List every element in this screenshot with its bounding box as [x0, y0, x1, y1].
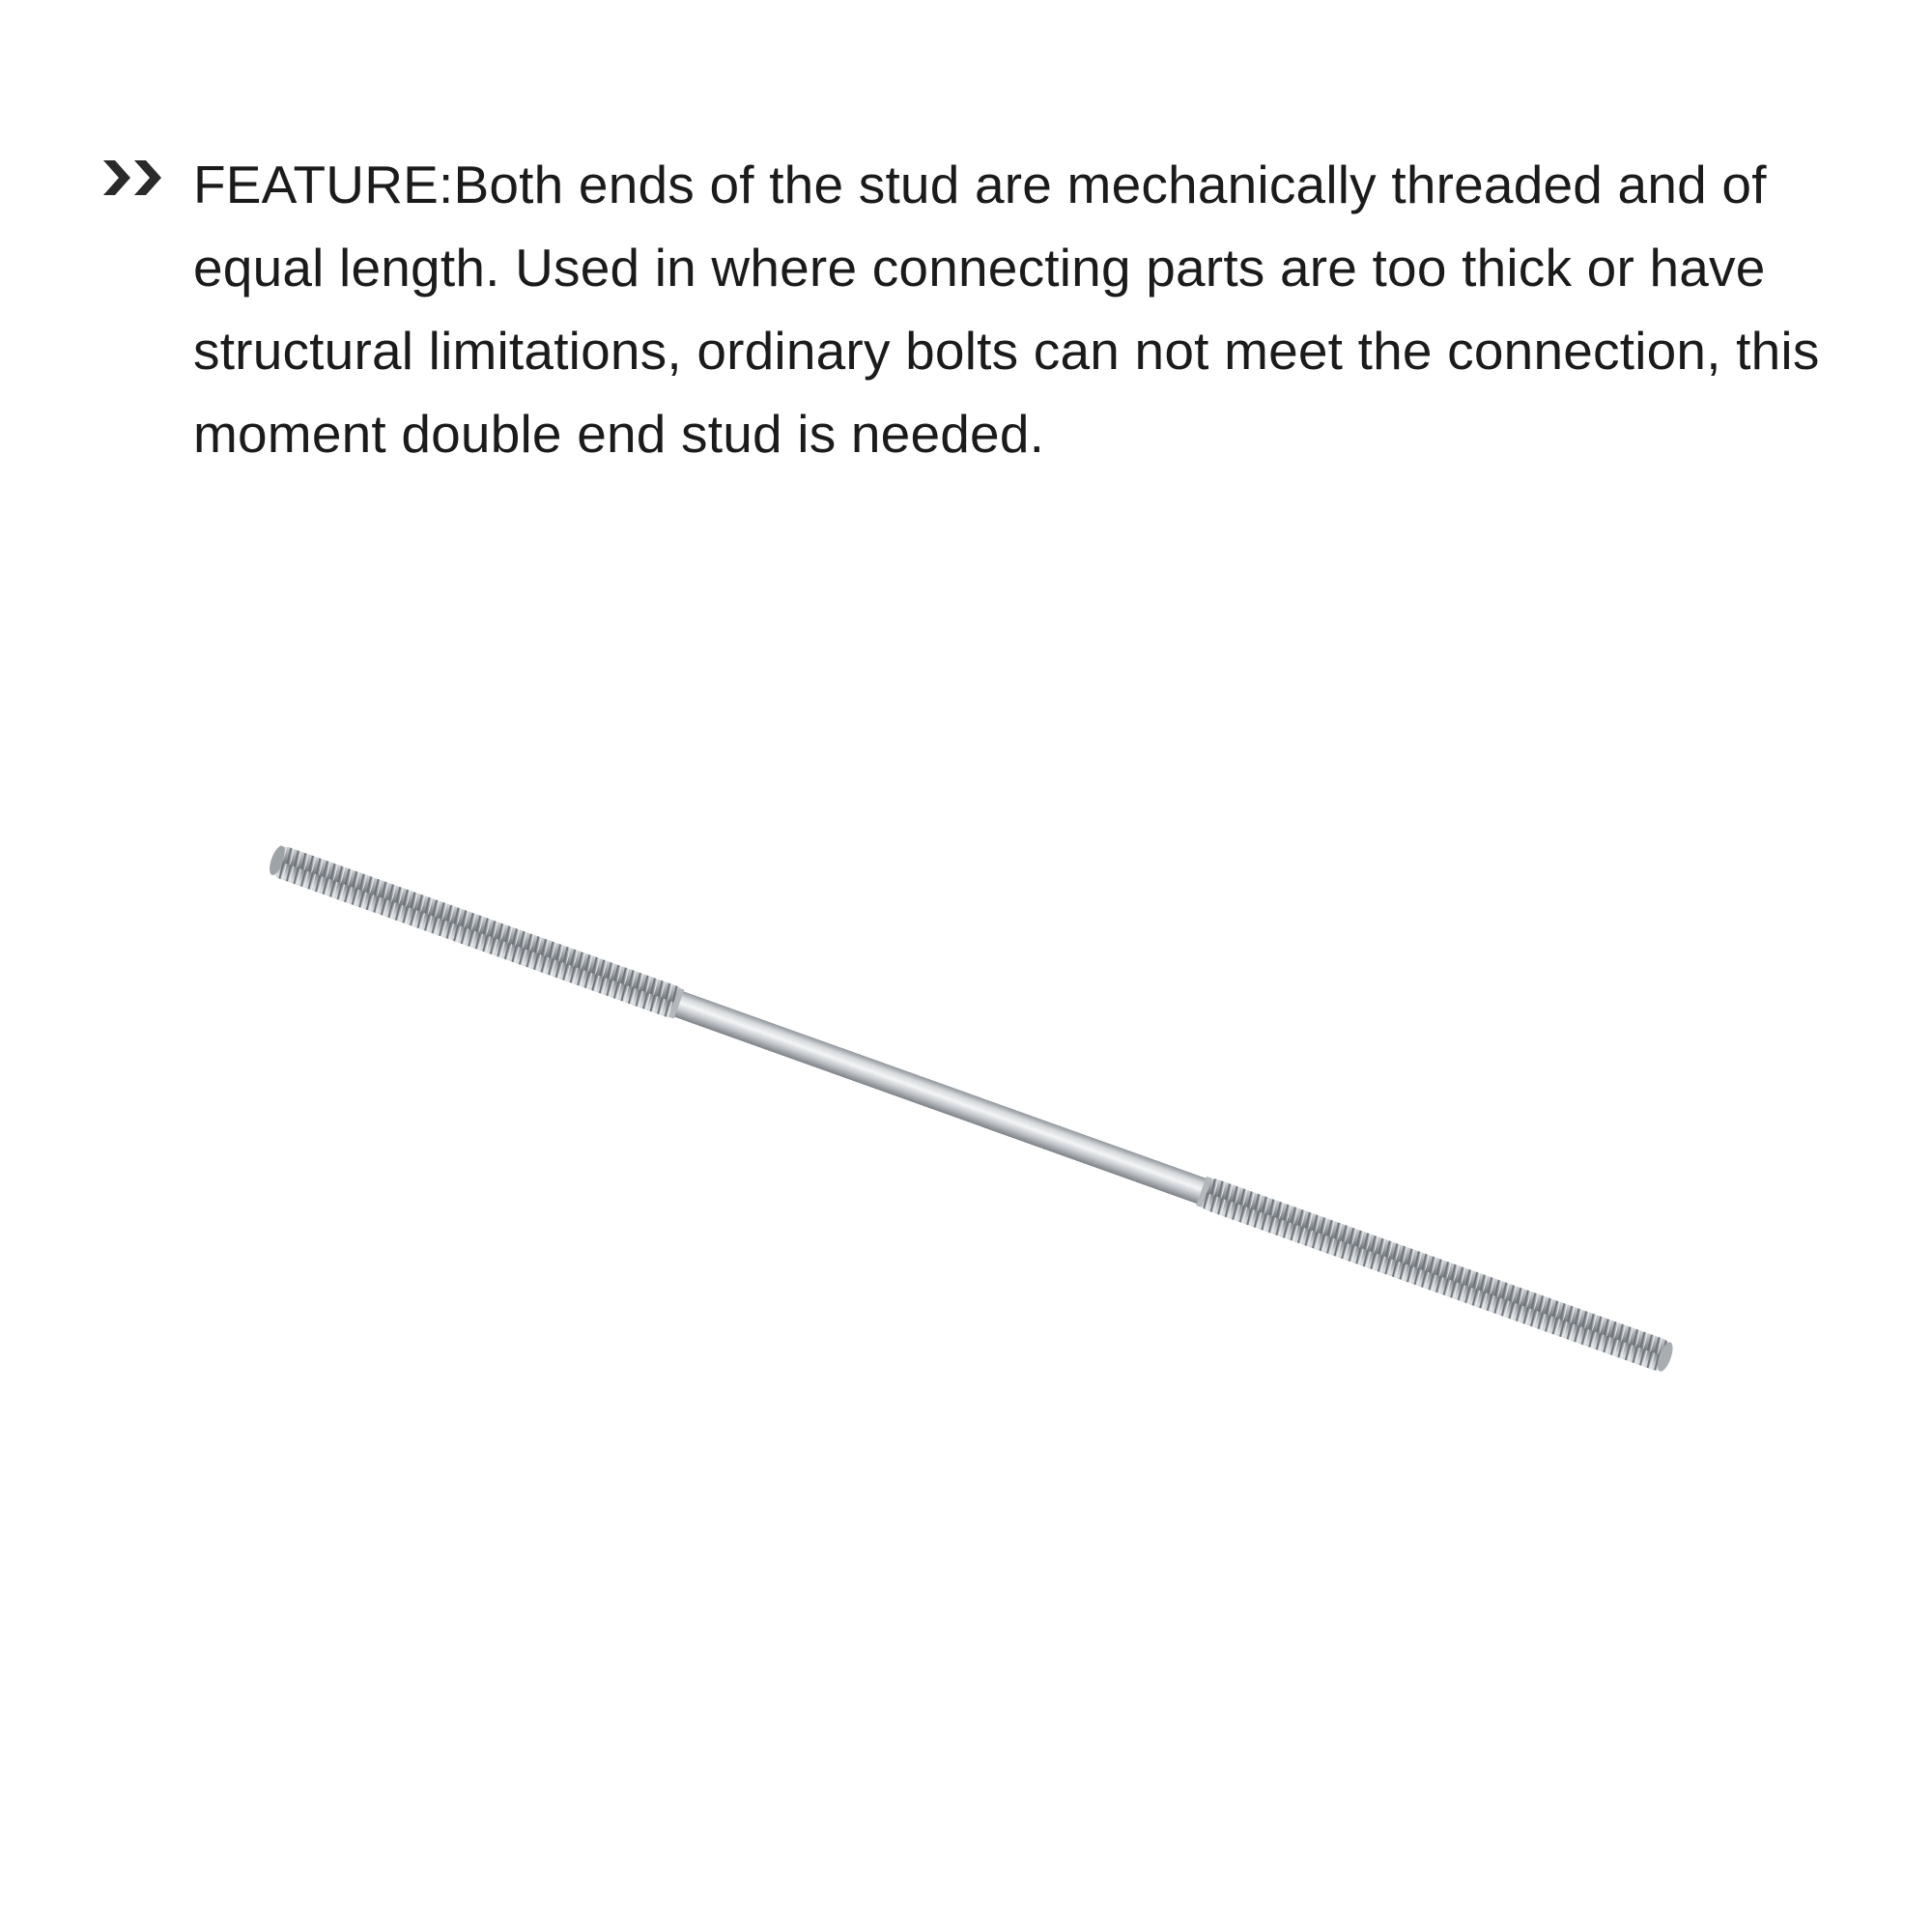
stud-thread-left	[270, 844, 685, 1020]
double-end-stud-icon	[0, 792, 1932, 1594]
double-chevron-right-icon	[101, 156, 179, 199]
stud-thread-right	[1198, 1176, 1673, 1373]
stud-shank	[671, 990, 1212, 1206]
stud-rod	[267, 843, 1677, 1375]
feature-description: FEATURE:Both ends of the stud are mechanically threaded and of equal length. Used in where connecting parts are too thick or have structural limitations, ordinary bolts can not meet the connection, this moment double end stud is needed.	[193, 155, 1820, 464]
